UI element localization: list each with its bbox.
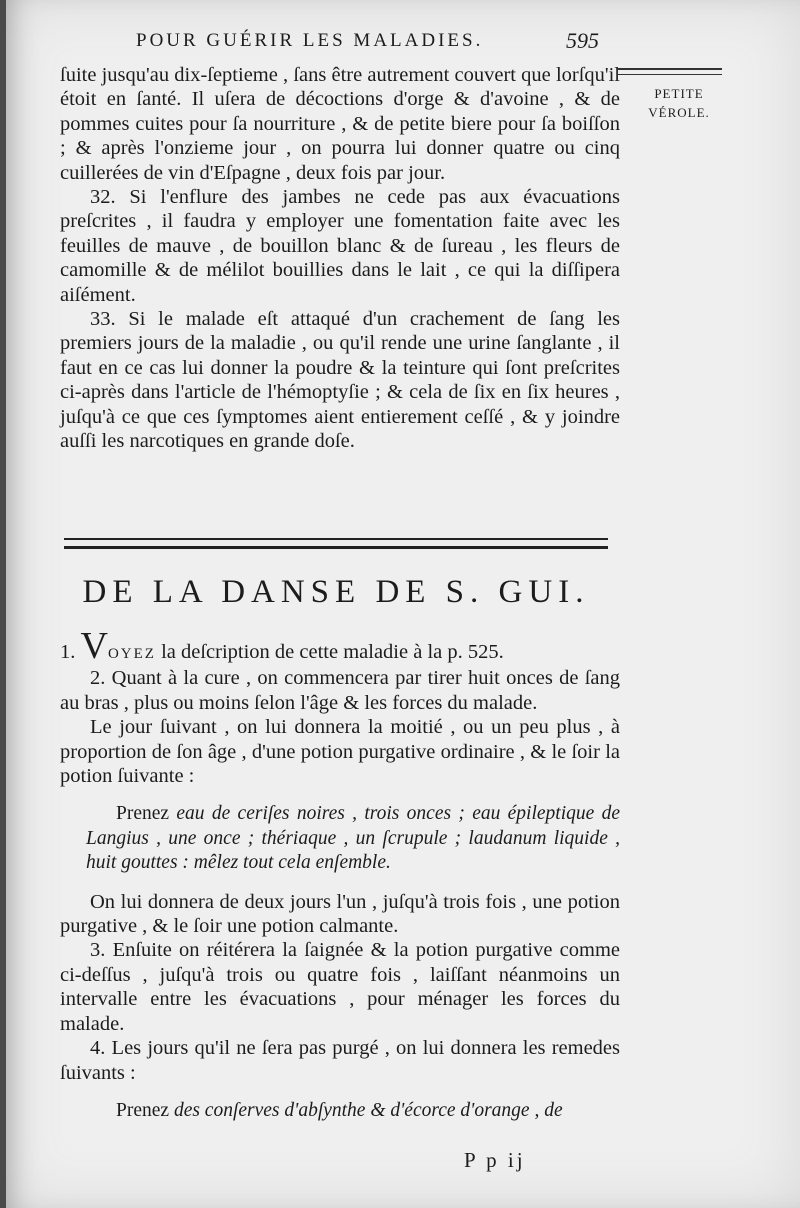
paragraph: 4. Les jours qu'il ne ſera pas purgé , on lui donnera les remedes ſuivants : [60,1037,620,1084]
paragraph: 33. Si le malade eſt attaqué d'un crachement de ſang les premiers jours de la maladie , ou qu'il rende une urine ſanglante , il faut en ce cas lui donner la poudre & la teinture qui ſont preſcrites ci-après dans l'article de l'hémoptyſie ; & cela de ſix en ſix heures , juſqu'à ce que ces ſymptomes aient entierement ceſſé , & y joindre auſſi les narcotiques en grande doſe. [60,308,620,453]
running-head-title: POUR GUÉRIR LES MALADIES. [136,30,484,51]
margin-note-line2: VÉROLE. [648,105,710,120]
text-block-lower [60,625,620,1123]
paragraph: On lui donnera de deux jours l'un , juſqu'à trois fois , une potion purgative , & le ſoir une potion calmante. [60,890,620,938]
recipe [86,1099,620,1123]
paragraph: 3. Enſuite on réitérera la ſaignée & la potion purgative comme ci-deſſus , juſqu'à trois ou quatre fois , laiſſant néanmoins un intervalle entre les évacuations , pour ménager les forces du malade. [60,939,620,1035]
recipe-lead: Prenez [116,1099,170,1121]
paragraph-text: la deſcription de cette maladie à la p. 525. [161,641,504,663]
text-block-upper [60,63,620,454]
book-page [6,0,800,1208]
recipe [86,802,620,875]
margin-note-line1: PETITE [654,86,704,101]
recipe-lead: Prenez [116,803,170,825]
section-separator [64,538,608,549]
paragraph-number: 1. [60,641,76,663]
page-number: 595 [566,28,599,53]
small-caps-word: OYEZ [107,646,156,662]
chapter-title: DE LA DANSE DE S. GUI. [82,574,590,610]
margin-note [634,84,724,122]
paragraph-first [60,625,620,667]
paragraph: 32. Si l'enflure des jambes ne cede pas aux évacuations preſcrites , il faudra y employer une fomentation faite avec les feuilles de mauve , de bouillon blanc & de ſureau , les fleurs de camomille & de mélilot bouillies dans le lait , ce qui la diſſipera aiſément. [60,186,620,306]
paragraph: Le jour ſuivant , on lui donnera la moitié , ou un peu plus , à proportion de ſon âge , d'une potion purgative ordinaire , & le ſoir la potion ſuivante : [60,716,620,788]
recipe-text: des conſerves d'abſynthe & d'écorce d'orange , de [173,1099,563,1121]
paragraph: ſuite jusqu'au dix-ſeptieme , ſans être autrement couvert que lorſqu'il étoit en ſanté. Il uſera de décoctions d'orge & d'avoine , & de pommes cuites pour ſa nourriture , & de petite biere pour ſa boiſſon ; & après l'onzieme jour , on pourra lui donner quatre ou cinq cuillerées de vin d'Eſpagne , deux fois par jour. [60,64,620,184]
drop-capital: V [80,625,108,667]
margin-rule [618,68,722,75]
signature-mark: P p ij [464,1148,526,1172]
recipe-text: eau de ceriſes noires , trois onces ; eau épileptique de Langius , une once ; thériaque , un ſcrupule ; laudanum liquide , huit gouttes : mêlez tout cela enſemble. [86,803,620,874]
paragraph: 2. Quant à la cure , on commencera par tirer huit onces de ſang au bras , plus ou moins ſelon l'âge & les forces du malade. [60,667,620,714]
running-head [136,30,636,52]
